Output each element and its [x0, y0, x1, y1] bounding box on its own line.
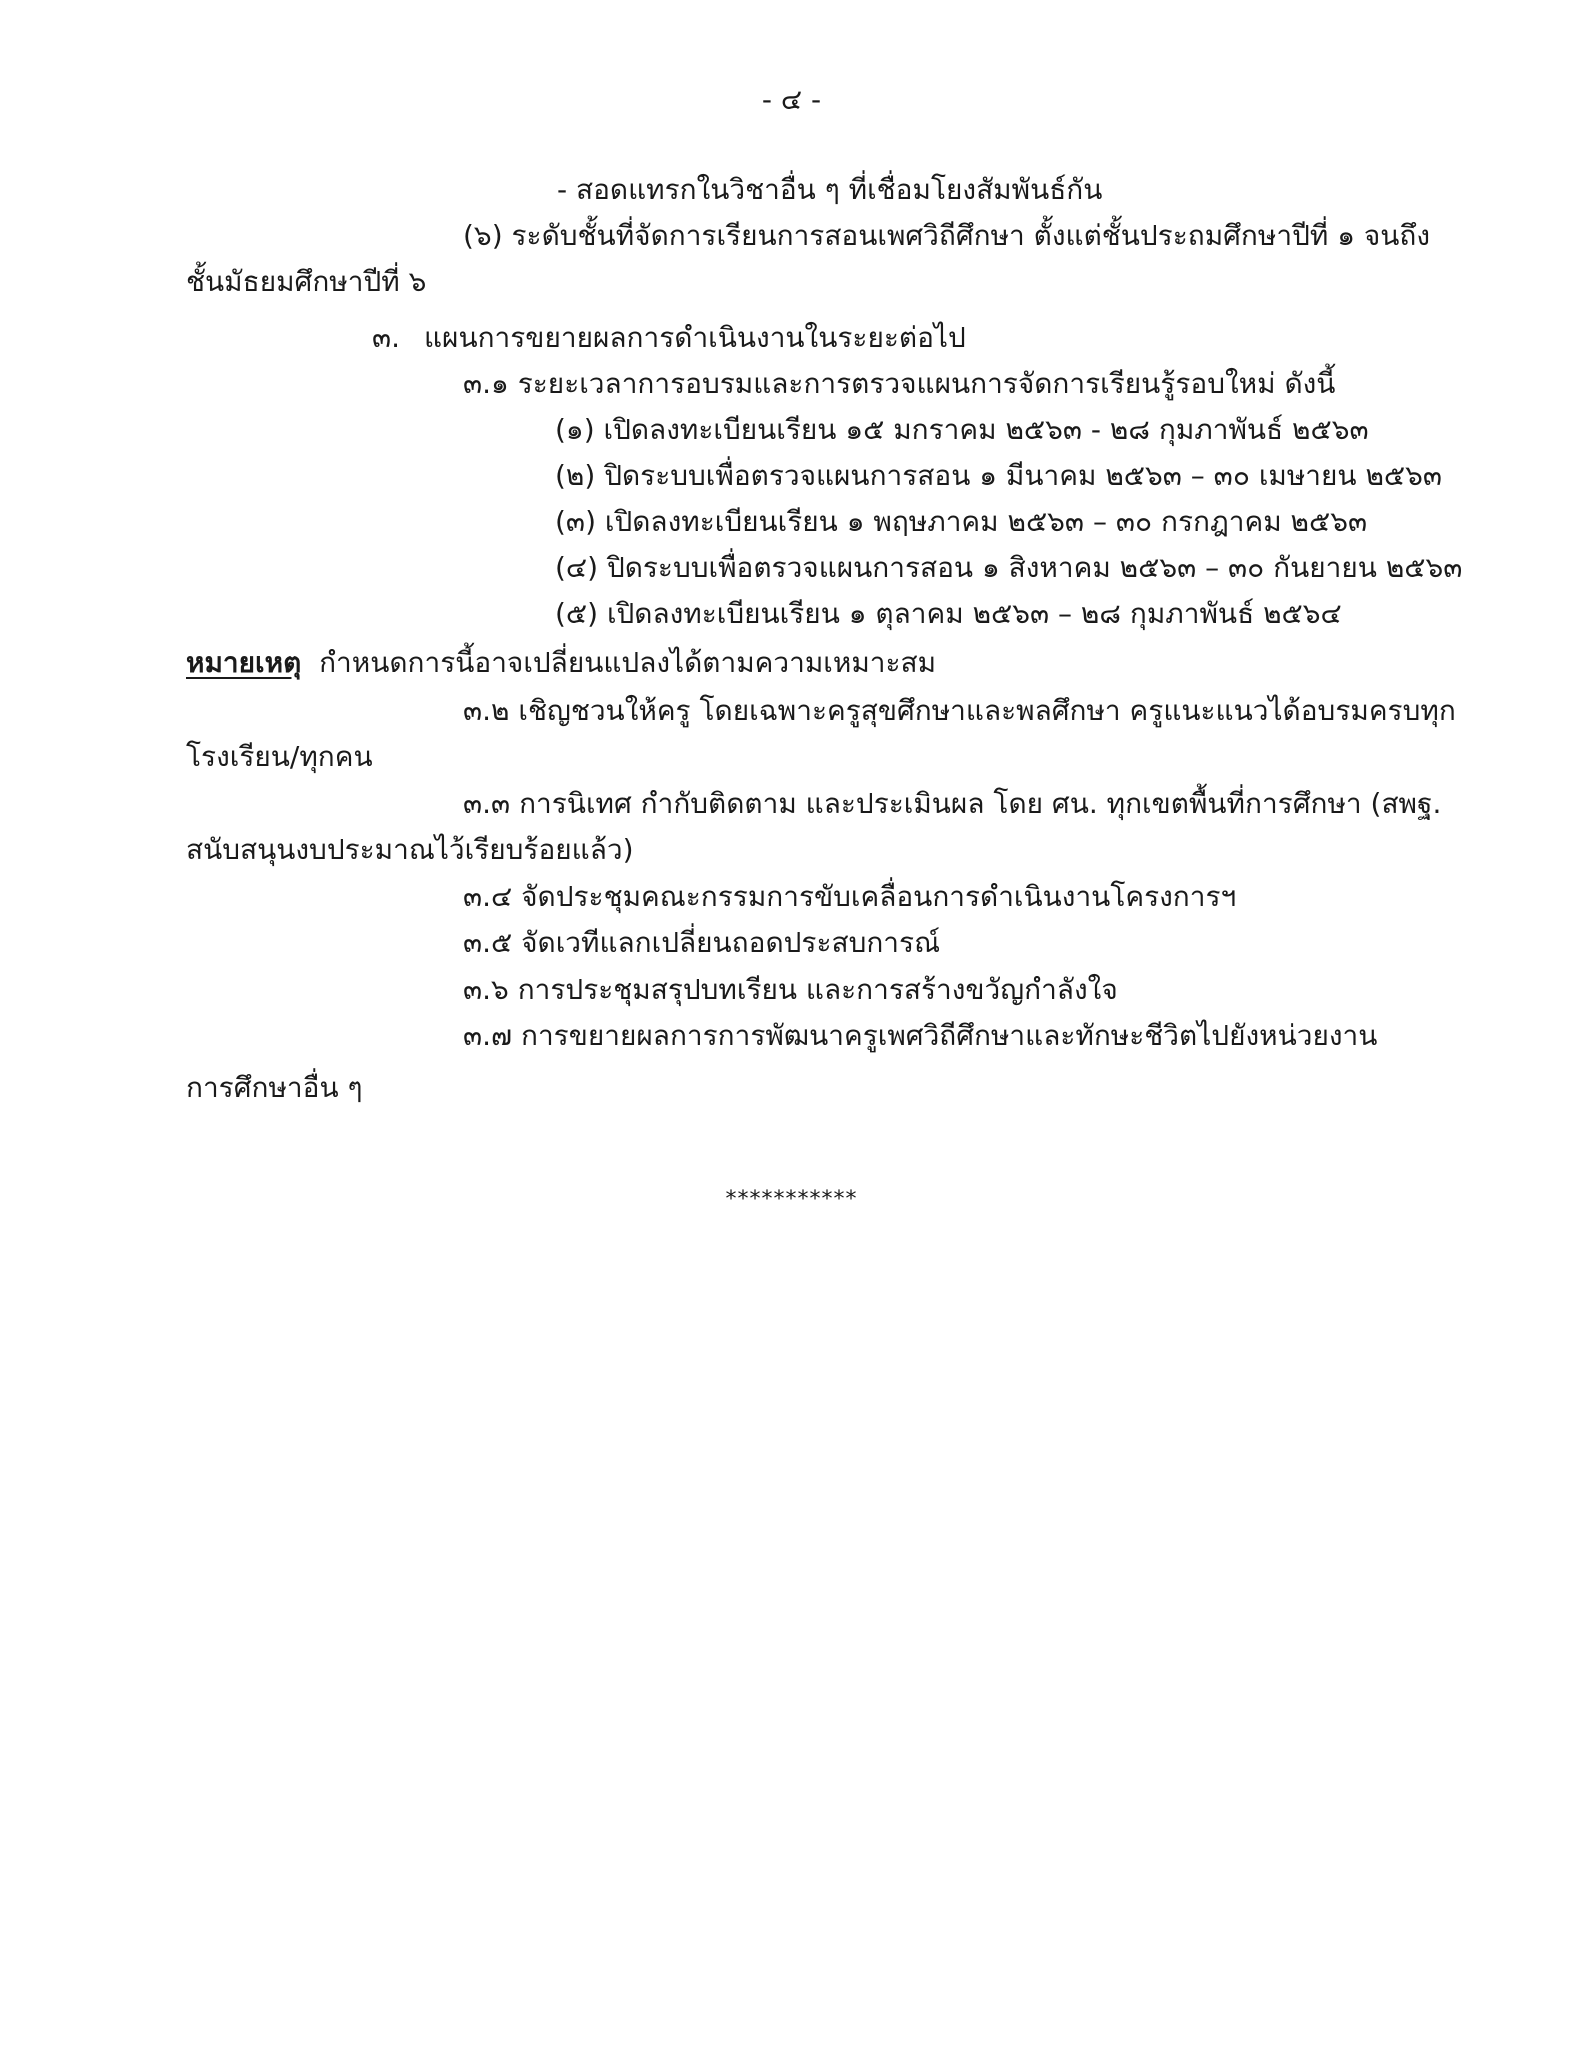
text-line-3-4: ๓.๔ จัดประชุมคณะกรรมการขับเคลื่อนการดำเนินงานโครงการฯ: [463, 880, 1237, 913]
text-line-integrate-subjects: - สอดแทรกในวิชาอื่น ๆ ที่เชื่อมโยงสัมพันธ์กัน: [557, 173, 1103, 206]
end-separator: ***********: [725, 1187, 858, 1212]
schedule-item-4: (๔) ปิดระบบเพื่อตรวจแผนการสอน ๑ สิงหาคม ๒๕๖๓ – ๓๐ กันยายน ๒๕๖๓: [555, 551, 1463, 584]
schedule-item-2: (๒) ปิดระบบเพื่อตรวจแผนการสอน ๑ มีนาคม ๒๕๖๓ – ๓๐ เมษายน ๒๕๖๓: [555, 459, 1443, 492]
schedule-item-3: (๓) เปิดลงทะเบียนเรียน ๑ พฤษภาคม ๒๕๖๓ – ๓๐ กรกฎาคม ๒๕๖๓: [555, 505, 1368, 538]
schedule-item-1: (๑) เปิดลงทะเบียนเรียน ๑๕ มกราคม ๒๕๖๓ - ๒๘ กุมภาพันธ์ ๒๕๖๓: [555, 413, 1369, 446]
text-line-3-2: ๓.๒ เชิญชวนให้ครู โดยเฉพาะครูสุขศึกษาและพลศึกษา ครูแนะแนวได้อบรมครบทุก: [463, 694, 1456, 727]
schedule-item-5: (๕) เปิดลงทะเบียนเรียน ๑ ตุลาคม ๒๕๖๓ – ๒๘ กุมภาพันธ์ ๒๕๖๔: [555, 597, 1342, 630]
text-line-3-5: ๓.๕ จัดเวทีแลกเปลี่ยนถอดประสบการณ์: [463, 926, 941, 959]
text-line-3-7-cont: การศึกษาอื่น ๆ: [186, 1071, 363, 1104]
note-line: [186, 645, 936, 681]
text-line-3-2-cont: โรงเรียน/ทุกคน: [186, 740, 373, 773]
section-3-number: ๓.: [372, 321, 401, 354]
text-line-item-6: (๖) ระดับชั้นที่จัดการเรียนการสอนเพศวิถีศึกษา ตั้งแต่ชั้นประถมศึกษาปีที่ ๑ จนถึง: [463, 219, 1431, 252]
page-number: - ๔ -: [761, 83, 822, 116]
text-line-3-3: ๓.๓ การนิเทศ กำกับติดตาม และประเมินผล โดย ศน. ทุกเขตพื้นที่การศึกษา (สพฐ.: [463, 787, 1442, 820]
section-3-heading: แผนการขยายผลการดำเนินงานในระยะต่อไป: [424, 321, 966, 354]
text-line-3-7: ๓.๗ การขยายผลการการพัฒนาครูเพศวิถีศึกษาและทักษะชีวิตไปยังหน่วยงาน: [463, 1019, 1378, 1052]
text-line-3-3-cont: สนับสนุนงบประมาณไว้เรียบร้อยแล้ว): [186, 833, 634, 866]
text-line-3-6: ๓.๖ การประชุมสรุปบทเรียน และการสร้างขวัญกำลังใจ: [463, 973, 1118, 1006]
text-line-item-6-cont: ชั้นมัธยมศึกษาปีที่ ๖: [186, 265, 427, 298]
note-text: กำหนดการนี้อาจเปลี่ยนแปลงได้ตามความเหมาะสม: [319, 646, 937, 679]
text-line-3-1: ๓.๑ ระยะเวลาการอบรมและการตรวจแผนการจัดการเรียนรู้รอบใหม่ ดังนี้: [463, 367, 1336, 400]
note-label: หมายเหตุ: [186, 646, 302, 679]
